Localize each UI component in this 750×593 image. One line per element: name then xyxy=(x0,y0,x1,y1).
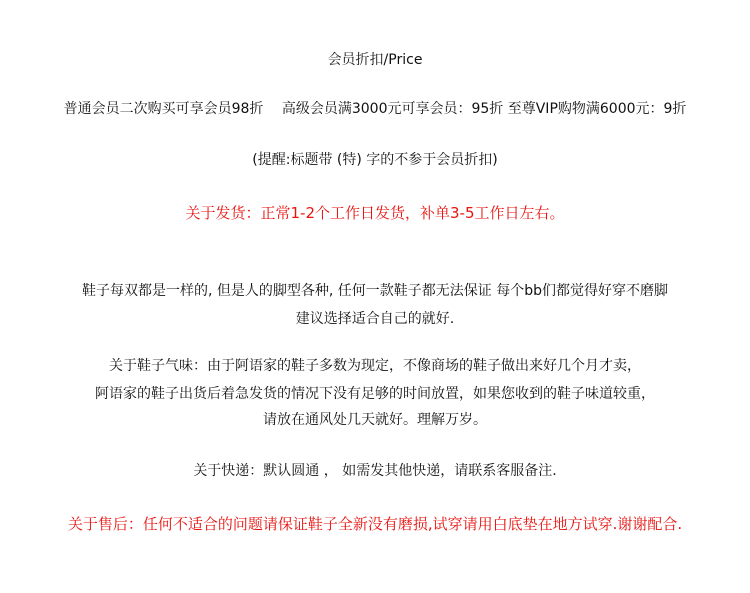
smell-note-line-2: 阿语家的鞋子出货后着急发货的情况下没有足够的时间放置，如果您收到的鞋子味道较重， xyxy=(95,386,655,402)
member-tiers: 普通会员二次购买可享会员98折 高级会员满3000元可享会员：95折 至尊VIP购物满6000元：9折 xyxy=(63,101,687,117)
after-sales-policy: 关于售后：任何不适合的问题请保证鞋子全新没有磨损,试穿请用白底垫在地方试穿.谢谢配合. xyxy=(67,515,683,533)
smell-note-line-1: 关于鞋子气味：由于阿语家的鞋子多数为现定，不像商场的鞋子做出来好几个月才卖， xyxy=(109,358,641,374)
express-note: 关于快递：默认圆通 ， 如需发其他快递，请联系客服备注. xyxy=(193,463,557,479)
price-title: 会员折扣/Price xyxy=(327,52,423,68)
shipping-policy: 关于发货：正常1-2个工作日发货，补单3-5工作日左右。 xyxy=(185,204,565,222)
smell-note-line-3: 请放在通风处几天就好。理解万岁。 xyxy=(263,412,487,428)
fit-note-line-2: 建议选择适合自己的就好. xyxy=(295,311,455,327)
fit-note-line-1: 鞋子每双都是一样的, 但是人的脚型各种, 任何一款鞋子都无法保证 每个bb们都觉得好穿不磨脚 xyxy=(81,283,669,299)
discount-note: (提醒:标题带 (特) 字的不参于会员折扣) xyxy=(252,152,498,168)
